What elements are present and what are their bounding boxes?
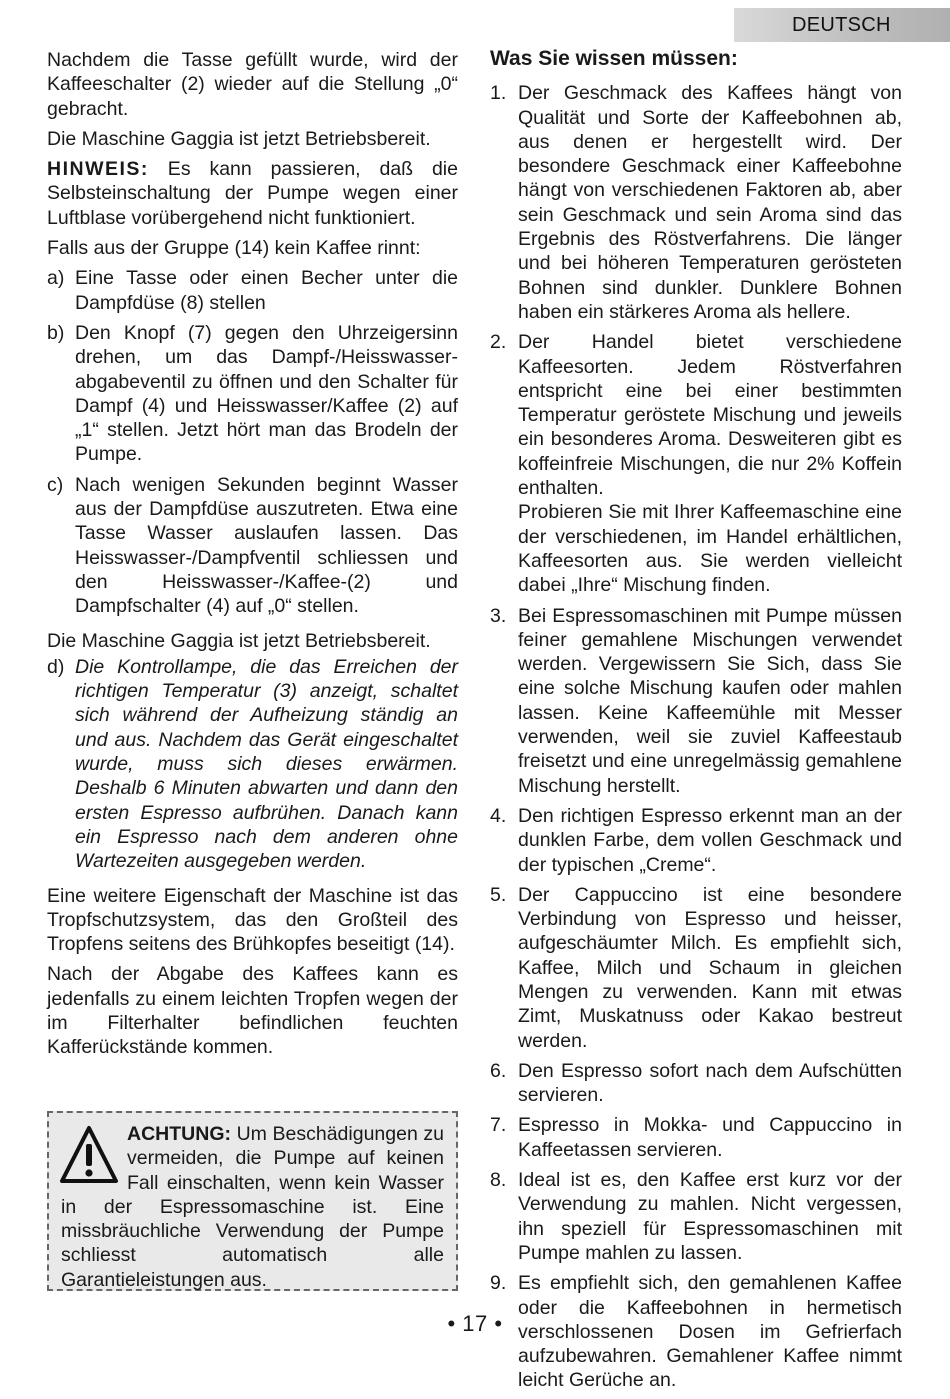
step-label: b) [47,321,65,344]
hinweis-text: Es kann passieren, daß die Selbsteinschaltung der Pumpe wegen einer Luftblase vorübergehend nicht funktioniert. [47,158,458,229]
item-text: Espresso in Mokka- und Cappuccino in Kaffeetassen servieren. [518,1114,902,1161]
list-item-1 [490,81,902,324]
step-d [47,655,458,874]
item-text: Bei Espressomaschinen mit Pumpe müssen feiner gemahlene Mischungen verwendet werden. Vergewissern Sie Sich, dass Sie eine solche Mischung kaufen oder mahlen lassen. Keine Kaffeemühle mit Messer verwenden, weil sie zuviel Kaffeestaub freisetzt und eine unregelmässig gemahlene Mischung herstellt. [518,604,902,797]
item-number: 1. [490,82,507,105]
item-text: Den Espresso sofort nach dem Aufschütten servieren. [518,1059,902,1107]
item-number: 5. [490,883,507,906]
list-item-2 [490,330,902,597]
item-text: Der Geschmack des Kaffees hängt von Qualität und Sorte der Kaffeebohnen ab, aus denen er hergestellt wird. Der besondere Geschmack einer Kaffeebohne hängt von verschiedenen Faktoren ab, aber sein Geschmack und sein Aroma sind das Ergebnis des Röstverfahrens. Die länger und bei höheren Temperaturen gerösteten Bohnen sind dunkler. Dunklere Bohnen haben ein stärkeres Aroma als hellere. [518,82,902,323]
page-number: • 17 • [447,1311,503,1336]
item-text: Den richtigen Espresso erkennt man an der dunklen Farbe, dem vollen Geschmack und der typischen „Creme“. [518,804,902,876]
step-label: a) [47,267,65,290]
list-item-3 [490,604,902,798]
warning-label: ACHTUNG: [127,1123,231,1145]
item-text: Ideal ist es, den Kaffee erst kurz vor der Verwendung zu mahlen. Nicht vergessen, ihn speziell für Espressomaschinen mit Pumpe mahlen zu lassen. [518,1169,902,1264]
list-item-8 [490,1168,902,1265]
item-number: 4. [490,804,507,827]
step-label: c) [47,473,64,496]
item-number: 8. [490,1169,507,1192]
item-text [518,330,902,597]
item-text: Es empfiehlt sich, den gemahlenen Kaffee oder die Kaffeebohnen in hermetisch verschlossenen Dosen im Gefrierfach aufzubewahren. Gemahlener Kaffee nimmt leicht Gerüche an. [518,1272,902,1392]
item-number: 7. [490,1114,507,1137]
hinweis-label: HINWEIS: [47,158,149,181]
paragraph-no-coffee: Falls aus der Gruppe (14) kein Kaffee rinnt: [47,237,421,260]
paragraph-ready: Die Maschine Gaggia ist jetzt Betriebsbereit. [47,127,431,150]
item-text: Der Cappuccino ist eine besondere Verbindung von Espresso und heisser, aufgeschäumter Milch. Es empfiehlt sich, Kaffee, Milch und Schaum in gleichen Mengen zu verwenden. Kann mit etwas Zimt, Muskatnuss oder Kakao bestreut werden. [518,883,902,1052]
paragraph-drip-system: Eine weitere Eigenschaft der Maschine ist das Tropfschutzsystem, das den Großteil des Tropfens seitens des Brühkopfes beseitigt (14). [47,884,458,956]
step-label: d) [47,655,65,678]
list-item-6 [490,1059,902,1108]
item-number: 2. [490,331,507,354]
paragraph-ready-again: Die Maschine Gaggia ist jetzt Betriebsbereit. [47,629,431,652]
item-number: 3. [490,604,507,627]
item-number: 6. [490,1059,507,1082]
item-number: 9. [490,1272,507,1295]
paragraph-drip-after: Nach der Abgabe des Kaffees kann es jedenfalls zu einem leichten Tropfen wegen der im Filterhalter befindlichen feuchten Kafferückstände kommen. [47,963,458,1059]
section-title: Was Sie wissen müssen: [490,47,738,70]
step-text: Nach wenigen Sekunden beginnt Wasser aus der Dampfdüse auszutreten. Etwa eine Tasse Wasser auslaufen lassen. Das Heisswasser-/Dampfventil schliessen und den Heisswasser-/Kaffee-(2) und Dampfschalter (4) auf „0“ stellen. [75,473,458,618]
item-text-part-1: Der Handel bietet verschiedene Kaffeesorten. Jedem Röstverfahren entspricht eine bei einer bestimmten Temperatur geröstete Mischung und jeweils ein besonderes Aroma. Desweiteren gibt es koffeinfreie Mischungen, die nur 2% Koffein enthalten. [518,331,902,500]
item-text-part-2: Probieren Sie mit Ihrer Kaffeemaschine eine der verschiedenen, im Handel erhältlichen, Kaffeesorten aus. Sie werden vielleicht dabei „Ihre“ Mischung finden. [518,501,902,597]
paragraph-cup-filled: Nachdem die Tasse gefüllt wurde, wird der Kaffeeschalter (2) wieder auf die Stellung „0“ gebracht. [47,49,458,120]
list-item-4 [490,804,902,877]
list-item-7 [490,1113,902,1162]
right-column [490,48,902,1399]
step-text: Eine Tasse oder einen Becher unter die Dampfdüse (8) stellen [75,267,458,314]
hinweis-note [47,157,458,230]
step-text: Die Kontrollampe, die das Erreichen der richtigen Temperatur (3) anzeigt, schaltet sich während der Aufheizung ständig an und aus. Nachdem das Gerät eingeschaltet wurde, muss sich dieses erwärmen. Deshalb 6 Minuten abwarten und dann den ersten Espresso aufbrühen. Danach kann ein Espresso nach dem anderen ohne Wartezeiten ausgegeben werden. [75,655,458,873]
list-item-5 [490,883,902,1053]
step-c [47,473,458,619]
warning-body: Um Beschädigungen zu vermeiden, die Pumpe auf keinen Fall einschalten, wenn kein Wasser in der Espressomaschine ist. Eine missbräuchliche Verwendung der Pumpe schliesst automatisch alle Garantieleistungen aus. [61,1123,444,1291]
warning-box [47,1111,458,1291]
step-b [47,321,458,467]
language-tab: DEUTSCH [734,8,950,42]
left-column [47,48,458,1060]
warning-triangle-icon [59,1124,119,1186]
step-a [47,266,458,315]
step-text: Den Knopf (7) gegen den Uhrzeigersinn drehen, um das Dampf-/Heisswasser-abgabeventil zu öffnen und den Schalter für Dampf (4) und Heisswasser/Kaffee (2) auf „1“ stellen. Jetzt hört man das Brodeln der Pumpe. [75,321,458,466]
